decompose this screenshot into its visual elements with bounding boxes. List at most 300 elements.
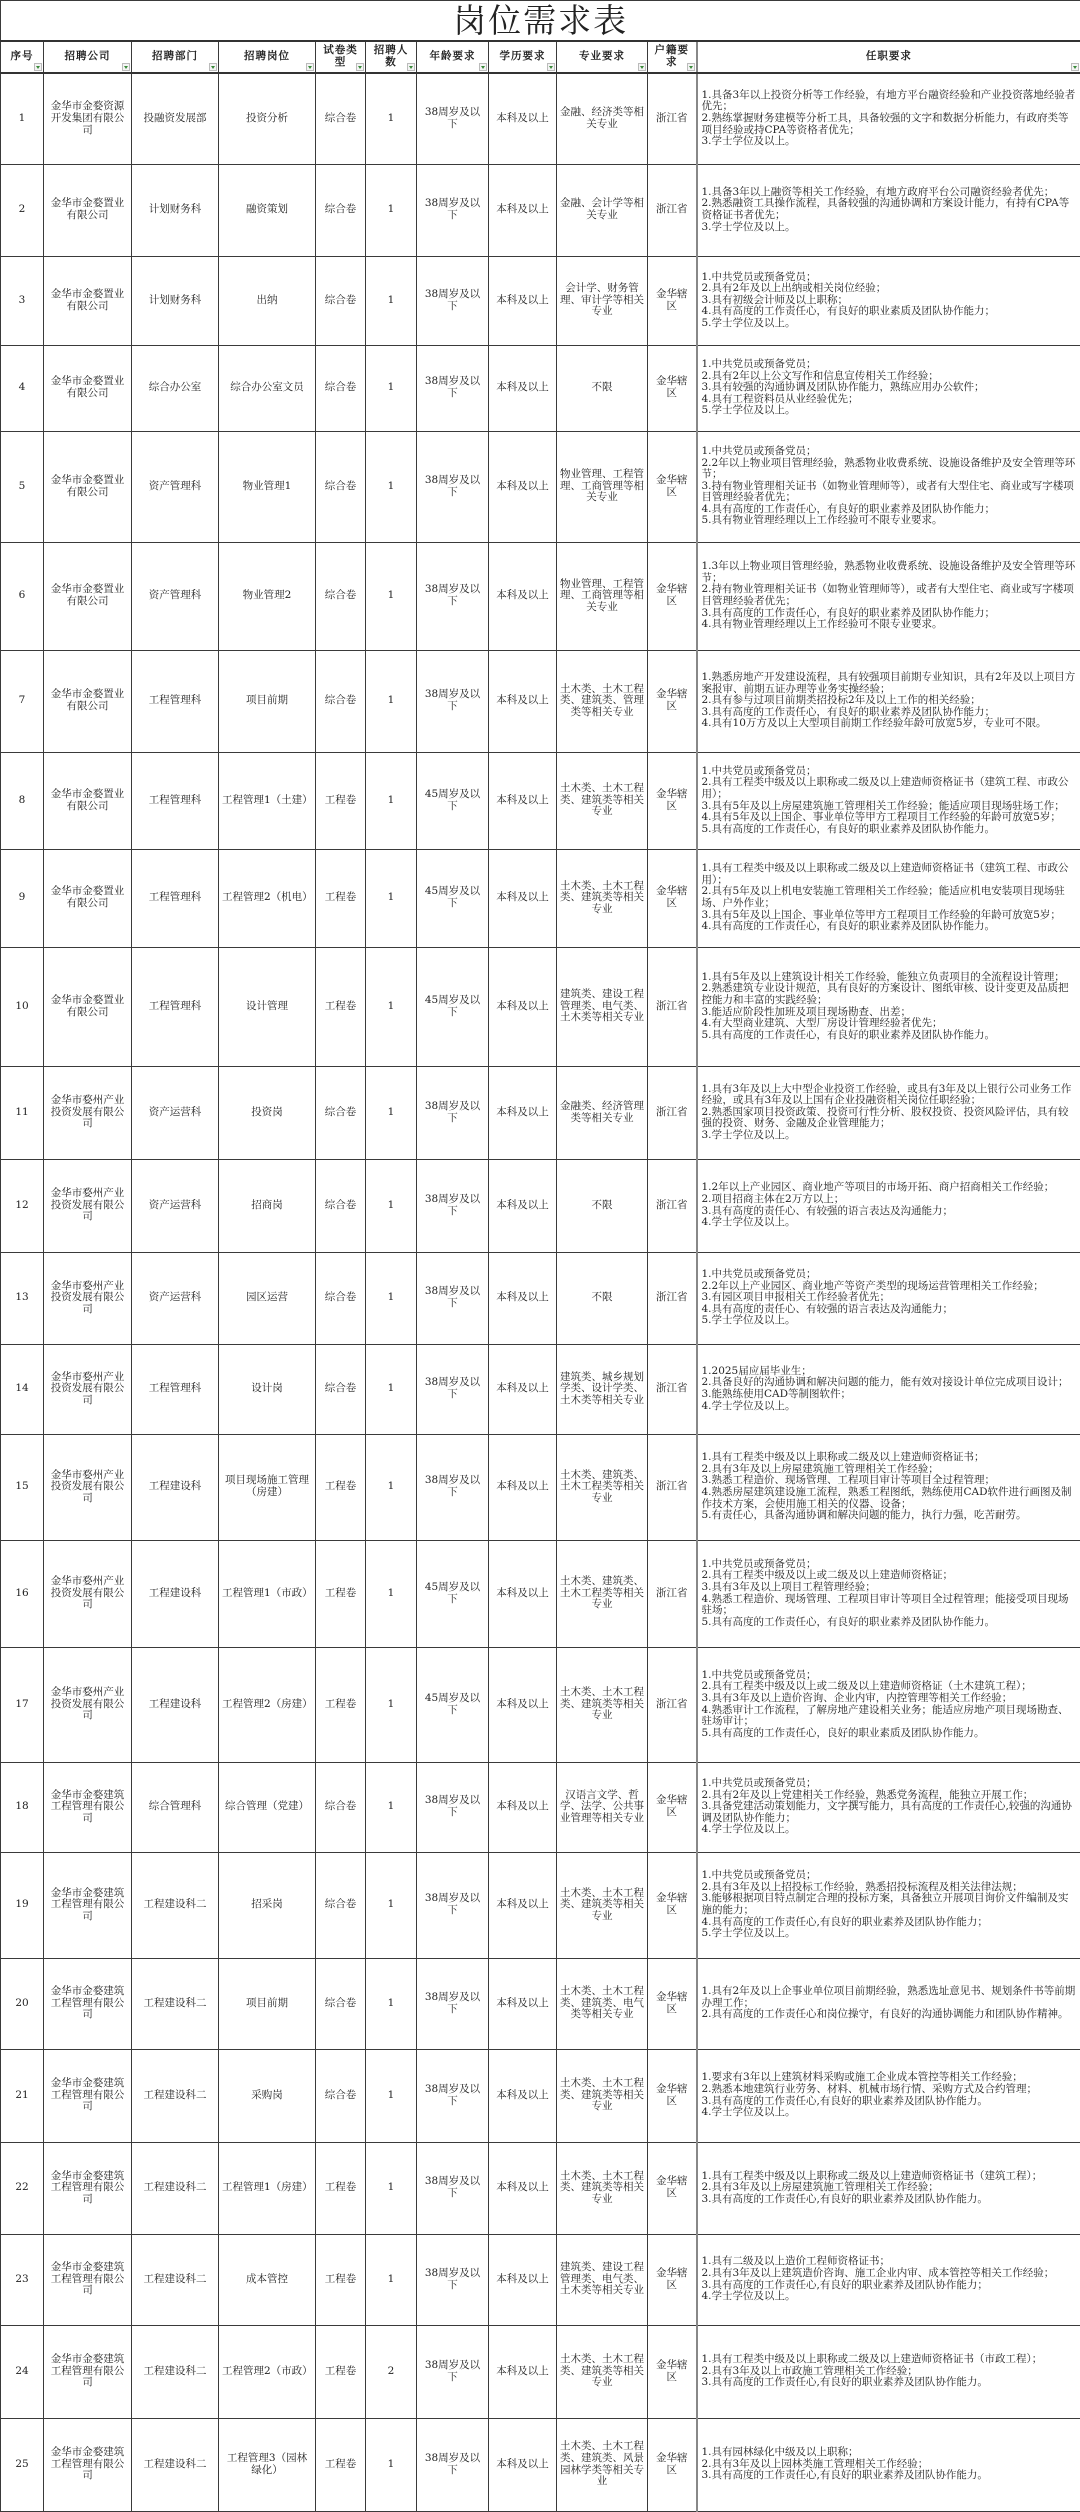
cell-req: 1.中共党员或预备党员； 2.具有3年及以上招投标工作经验，熟悉招投标流程及相关法律法规； 3.能够根据项目特点制定合理的投标方案，具备独立开展项目询价文件编制及实施的能力； 4.具有高度的工作责任心,有良好的职业素养及团队协作能力； 5.学士学位及以上。: [697, 1852, 1080, 1958]
column-header-major[interactable]: [557, 41, 648, 73]
cell-hukou: 浙江省: [648, 947, 697, 1066]
cell-dept: 工程建设科二: [132, 2325, 219, 2418]
cell-dept: 工程管理科: [132, 947, 219, 1066]
cell-dept: 工程建设科二: [132, 1958, 219, 2049]
filter-dropdown-icon[interactable]: [407, 63, 415, 71]
cell-dept: 工程建设科二: [132, 2049, 219, 2142]
column-header-label: 招聘人数: [374, 44, 409, 68]
cell-company: 金华市金婺建筑工程管理有限公司: [44, 2049, 132, 2142]
cell-company: 金华市金婺置业有限公司: [44, 849, 132, 947]
cell-edu: 本科及以上: [489, 2234, 557, 2325]
cell-hukou: 浙江省: [648, 1252, 697, 1344]
cell-post: 工程管理1（房建）: [219, 2142, 316, 2234]
cell-dept: 工程建设科二: [132, 1852, 219, 1958]
cell-edu: 本科及以上: [489, 1852, 557, 1958]
cell-major: 建筑类、城乡规划学类、设计学类、土木类等相关专业: [557, 1344, 648, 1434]
cell-hukou: 金华辖区: [648, 650, 697, 752]
cell-hukou: 金华辖区: [648, 2234, 697, 2325]
cell-edu: 本科及以上: [489, 752, 557, 849]
cell-req: 1.中共党员或预备党员； 2.2年以上产业园区、商业地产等资产类型的现场运营管理相关工作经验； 3.有园区项目申报相关工作经验者优先； 4.具有高度的责任心、有较强的语言表达及沟通能力； 5.学士学位及以上。: [697, 1252, 1080, 1344]
cell-post: 招商岗: [219, 1159, 316, 1252]
cell-age: 38周岁及以下: [417, 1958, 489, 2049]
cell-post: 项目前期: [219, 650, 316, 752]
cell-count: 1: [366, 1958, 417, 2049]
cell-dept: 资产管理科: [132, 542, 219, 650]
cell-count: 1: [366, 2049, 417, 2142]
cell-age: 38周岁及以下: [417, 256, 489, 345]
cell-post: 招采岗: [219, 1852, 316, 1958]
cell-age: 38周岁及以下: [417, 1066, 489, 1159]
cell-count: 1: [366, 431, 417, 542]
cell-req: 1.具有2年及以上企事业单位项目前期经验，熟悉选址意见书、规划条件书等前期办理工作； 2.具有高度的工作责任心和岗位操守，有良好的沟通协调能力和团队协作精神。: [697, 1958, 1080, 2049]
cell-post: 工程管理2（机电）: [219, 849, 316, 947]
cell-company: 金华市金婺建筑工程管理有限公司: [44, 2142, 132, 2234]
cell-req: 1.中共党员或预备党员； 2.具有2年以上公文写作和信息宣传相关工作经验； 3.具有较强的沟通协调及团队协作能力，熟练应用办公软件； 4.具有工程资料员从业经验优先； 5.学士学位及以上。: [697, 345, 1080, 431]
cell-post: 工程管理1（土建）: [219, 752, 316, 849]
cell-age: 38周岁及以下: [417, 650, 489, 752]
cell-major: 物业管理、工程管理、工商管理等相关专业: [557, 431, 648, 542]
cell-major: 土木类、土木工程类、建筑类、风景园林学类等相关专业: [557, 2418, 648, 2511]
cell-req: 1.具有工程类中级及以上职称或二级及以上建造师资格证书（建筑工程、市政公用）； 2.具有5年及以上机电安装施工管理相关工作经验；能适应机电安装项目现场驻场、户外作业； 3.具有5年及以上国企、事业单位等甲方工程项目工作经验的年龄可放宽5岁； 4.具有高度的工作责任心，有良好的职业素养及团队协作能力。: [697, 849, 1080, 947]
cell-company: 金华市金婺置业有限公司: [44, 256, 132, 345]
cell-company: 金华市金婺置业有限公司: [44, 542, 132, 650]
cell-exam: 综合卷: [316, 73, 366, 164]
cell-major: 汉语言文学、哲学、法学、公共事业管理等相关专业: [557, 1762, 648, 1852]
table-row: [1, 650, 1080, 752]
cell-dept: 工程管理科: [132, 650, 219, 752]
cell-major: 土木类、土木工程类、建筑类、电气类等相关专业: [557, 1958, 648, 2049]
cell-count: 1: [366, 73, 417, 164]
filter-dropdown-icon[interactable]: [547, 63, 555, 71]
cell-req: 1.3年以上物业项目管理经验，熟悉物业收费系统、设施设备维护及安全管理等环节； 2.持有物业管理相关证书（如物业管理师等），或者有大型住宅、商业或写字楼项目管理经验者优先； 3.具有高度的工作责任心，有良好的职业素养及团队协作能力； 4.具有物业管理经理以上工作经验可不限专业要求。: [697, 542, 1080, 650]
cell-count: 1: [366, 1252, 417, 1344]
cell-edu: 本科及以上: [489, 2049, 557, 2142]
cell-req: 1.具有二级及以上造价工程师资格证书； 2.具有3年及以上建筑造价咨询、施工企业内审、成本管控等相关工作经验； 3.具有高度的工作责任心,有良好的职业素养及团队协作能力； 4.学士学位及以上。: [697, 2234, 1080, 2325]
cell-age: 38周岁及以下: [417, 164, 489, 256]
cell-no: 22: [1, 2142, 44, 2234]
cell-no: 15: [1, 1434, 44, 1540]
cell-exam: 综合卷: [316, 164, 366, 256]
cell-major: 物业管理、工程管理、工商管理等相关专业: [557, 542, 648, 650]
column-header-post[interactable]: [219, 41, 316, 73]
cell-edu: 本科及以上: [489, 73, 557, 164]
table-body: [1, 73, 1080, 2511]
cell-hukou: 浙江省: [648, 164, 697, 256]
cell-post: 园区运营: [219, 1252, 316, 1344]
cell-company: 金华市金婺建筑工程管理有限公司: [44, 1958, 132, 2049]
cell-edu: 本科及以上: [489, 1066, 557, 1159]
cell-exam: 综合卷: [316, 1958, 366, 2049]
cell-req: 1.2025届应届毕业生； 2.具备良好的沟通协调和解决问题的能力，能有效对接设计单位完成项目设计； 3.能熟练使用CAD等制图软件； 4.学士学位及以上。: [697, 1344, 1080, 1434]
cell-age: 45周岁及以下: [417, 752, 489, 849]
cell-hukou: 金华辖区: [648, 431, 697, 542]
cell-req: 1.具有3年及以上大中型企业投资工作经验，或具有3年及以上银行公司业务工作经验，或具有3年及以上国有企业投融资相关岗位任职经验； 2.熟悉国家项目投资政策、投资可行性分析、股权投资、投资风险评估，具有较强的投资、财务、金融及企业管理能力； 3.学士学位及以上。: [697, 1066, 1080, 1159]
cell-major: 建筑类、建设工程管理类、电气类、土木类等相关专业: [557, 2234, 648, 2325]
cell-major: 金融、会计学等相关专业: [557, 164, 648, 256]
cell-age: 38周岁及以下: [417, 1434, 489, 1540]
cell-major: 会计学、财务管理、审计学等相关专业: [557, 256, 648, 345]
table-row: [1, 752, 1080, 849]
cell-post: 工程管理1（市政）: [219, 1540, 316, 1647]
column-header-label: 招聘岗位: [244, 50, 290, 62]
cell-exam: 综合卷: [316, 1252, 366, 1344]
cell-major: 不限: [557, 1159, 648, 1252]
cell-hukou: 浙江省: [648, 1540, 697, 1647]
cell-age: 38周岁及以下: [417, 2234, 489, 2325]
cell-req: 1.中共党员或预备党员； 2.具有2年及以上党建相关工作经验，熟悉党务流程，能独立开展工作； 3.具备党建活动策划能力，文字撰写能力，具有高度的工作责任心,较强的沟通协调及团队协作能力； 4.学士学位及以上。: [697, 1762, 1080, 1852]
cell-count: 1: [366, 2234, 417, 2325]
table-row: [1, 345, 1080, 431]
cell-no: 5: [1, 431, 44, 542]
table-row: [1, 1958, 1080, 2049]
table-row: [1, 164, 1080, 256]
cell-age: 38周岁及以下: [417, 1159, 489, 1252]
cell-no: 7: [1, 650, 44, 752]
cell-company: 金华市婺州产业投资发展有限公司: [44, 1066, 132, 1159]
cell-no: 10: [1, 947, 44, 1066]
table-row: [1, 431, 1080, 542]
cell-company: 金华市金婺置业有限公司: [44, 431, 132, 542]
column-header-label: 学历要求: [500, 50, 546, 62]
cell-major: 金融、经济类等相关专业: [557, 73, 648, 164]
cell-no: 1: [1, 73, 44, 164]
cell-post: 投资岗: [219, 1066, 316, 1159]
cell-age: 38周岁及以下: [417, 1344, 489, 1434]
cell-no: 20: [1, 1958, 44, 2049]
cell-exam: 工程卷: [316, 849, 366, 947]
cell-edu: 本科及以上: [489, 849, 557, 947]
cell-major: 土木类、土木工程类、建筑类等相关专业: [557, 1647, 648, 1762]
table-row: [1, 1344, 1080, 1434]
column-header-no[interactable]: [1, 41, 44, 73]
filter-dropdown-icon[interactable]: [306, 63, 314, 71]
cell-dept: 工程管理科: [132, 1344, 219, 1434]
cell-exam: 工程卷: [316, 1434, 366, 1540]
cell-dept: 工程建设科二: [132, 2142, 219, 2234]
cell-age: 38周岁及以下: [417, 431, 489, 542]
cell-exam: 综合卷: [316, 650, 366, 752]
filter-dropdown-icon[interactable]: [687, 63, 695, 71]
cell-exam: 工程卷: [316, 752, 366, 849]
cell-hukou: 金华辖区: [648, 1958, 697, 2049]
cell-edu: 本科及以上: [489, 2325, 557, 2418]
cell-company: 金华市金婺置业有限公司: [44, 650, 132, 752]
cell-major: 土木类、建筑类、土木工程类等相关专业: [557, 1434, 648, 1540]
cell-major: 土木类、建筑类、土木工程类等相关专业: [557, 1540, 648, 1647]
cell-edu: 本科及以上: [489, 1647, 557, 1762]
cell-exam: 工程卷: [316, 947, 366, 1066]
table-row: [1, 849, 1080, 947]
cell-dept: 工程建设科: [132, 1540, 219, 1647]
table-row: [1, 256, 1080, 345]
cell-no: 8: [1, 752, 44, 849]
cell-edu: 本科及以上: [489, 1159, 557, 1252]
cell-req: 1.中共党员或预备党员； 2.2年以上物业项目管理经验，熟悉物业收费系统、设施设备维护及安全管理等环节； 3.持有物业管理相关证书（如物业管理师等），或者有大型住宅、商业或写字楼项目管理经验者优先； 4.具有高度的工作责任心，有良好的职业素养及团队协作能力； 5.具有物业管理经理以上工作经验可不限专业要求。: [697, 431, 1080, 542]
cell-exam: 工程卷: [316, 1540, 366, 1647]
cell-exam: 综合卷: [316, 345, 366, 431]
cell-no: 4: [1, 345, 44, 431]
cell-req: 1.具备3年以上投资分析等工作经验，有地方平台融资经验和产业投资落地经验者优先； 2.熟练掌握财务建模等分析工具，具备较强的文字和数据分析能力，有政府类等项目经验或持CPA等资格者优先； 3.学士学位及以上。: [697, 73, 1080, 164]
cell-company: 金华市婺州产业投资发展有限公司: [44, 1252, 132, 1344]
cell-major: 土木类、土木工程类、建筑类等相关专业: [557, 2049, 648, 2142]
cell-no: 24: [1, 2325, 44, 2418]
cell-dept: 工程管理科: [132, 752, 219, 849]
cell-hukou: 金华辖区: [648, 256, 697, 345]
cell-req: 1.2年以上产业园区、商业地产等项目的市场开拓、商户招商相关工作经验； 2.项目招商主体在2万方以上； 3.具有高度的责任心、有较强的语言表达及沟通能力； 4.学士学位及以上。: [697, 1159, 1080, 1252]
cell-hukou: 金华辖区: [648, 542, 697, 650]
cell-post: 设计管理: [219, 947, 316, 1066]
column-header-label: 年龄要求: [430, 50, 476, 62]
cell-age: 38周岁及以下: [417, 2325, 489, 2418]
cell-post: 工程管理2（市政）: [219, 2325, 316, 2418]
cell-major: 土木类、土木工程类、建筑类等相关专业: [557, 752, 648, 849]
column-header-dept[interactable]: [132, 41, 219, 73]
table-row: [1, 2049, 1080, 2142]
table-row: [1, 1159, 1080, 1252]
cell-no: 17: [1, 1647, 44, 1762]
cell-dept: 资产运营科: [132, 1252, 219, 1344]
cell-post: 项目前期: [219, 1958, 316, 2049]
header-row: [1, 41, 1080, 73]
cell-company: 金华市金婺建筑工程管理有限公司: [44, 1852, 132, 1958]
cell-age: 45周岁及以下: [417, 1540, 489, 1647]
cell-dept: 综合管理科: [132, 1762, 219, 1852]
cell-exam: 工程卷: [316, 2325, 366, 2418]
cell-dept: 工程建设科二: [132, 2234, 219, 2325]
cell-count: 1: [366, 947, 417, 1066]
cell-no: 9: [1, 849, 44, 947]
column-header-count[interactable]: [366, 41, 417, 73]
cell-edu: 本科及以上: [489, 1762, 557, 1852]
table-row: [1, 1434, 1080, 1540]
cell-no: 13: [1, 1252, 44, 1344]
cell-company: 金华市婺州产业投资发展有限公司: [44, 1434, 132, 1540]
cell-req: 1.中共党员或预备党员； 2.具有2年及以上出纳或相关岗位经验； 3.具有初级会计师及以上职称； 4.具有高度的工作责任心，有良好的职业素质及团队协作能力； 5.学士学位及以上。: [697, 256, 1080, 345]
cell-age: 45周岁及以下: [417, 849, 489, 947]
cell-edu: 本科及以上: [489, 345, 557, 431]
cell-edu: 本科及以上: [489, 431, 557, 542]
cell-hukou: 金华辖区: [648, 2325, 697, 2418]
table-row: [1, 542, 1080, 650]
column-header-label: 序号: [11, 50, 34, 62]
cell-no: 3: [1, 256, 44, 345]
table-row: [1, 2234, 1080, 2325]
cell-major: 土木类、土木工程类、建筑类等相关专业: [557, 1852, 648, 1958]
cell-dept: 计划财务科: [132, 164, 219, 256]
cell-hukou: 金华辖区: [648, 849, 697, 947]
cell-edu: 本科及以上: [489, 1252, 557, 1344]
cell-edu: 本科及以上: [489, 947, 557, 1066]
cell-count: 1: [366, 345, 417, 431]
column-header-company[interactable]: [44, 41, 132, 73]
cell-exam: 工程卷: [316, 1647, 366, 1762]
cell-post: 物业管理1: [219, 431, 316, 542]
cell-exam: 综合卷: [316, 2049, 366, 2142]
cell-major: 土木类、土木工程类、建筑类等相关专业: [557, 2142, 648, 2234]
cell-post: 工程管理3（园林绿化）: [219, 2418, 316, 2511]
cell-exam: 综合卷: [316, 542, 366, 650]
column-header-label: 招聘公司: [65, 50, 111, 62]
cell-count: 1: [366, 256, 417, 345]
cell-company: 金华市金婺置业有限公司: [44, 947, 132, 1066]
cell-hukou: 浙江省: [648, 73, 697, 164]
cell-exam: 综合卷: [316, 1066, 366, 1159]
cell-edu: 本科及以上: [489, 1434, 557, 1540]
cell-post: 设计岗: [219, 1344, 316, 1434]
filter-dropdown-icon[interactable]: [122, 63, 130, 71]
column-header-age[interactable]: [417, 41, 489, 73]
cell-company: 金华市婺州产业投资发展有限公司: [44, 1159, 132, 1252]
cell-hukou: 金华辖区: [648, 345, 697, 431]
cell-count: 1: [366, 542, 417, 650]
cell-hukou: 浙江省: [648, 1434, 697, 1540]
cell-company: 金华市金婺置业有限公司: [44, 345, 132, 431]
cell-post: 出纳: [219, 256, 316, 345]
cell-count: 1: [366, 1540, 417, 1647]
cell-exam: 工程卷: [316, 2418, 366, 2511]
cell-edu: 本科及以上: [489, 1344, 557, 1434]
cell-post: 项目现场施工管理（房建）: [219, 1434, 316, 1540]
cell-dept: 资产运营科: [132, 1159, 219, 1252]
cell-hukou: 金华辖区: [648, 1762, 697, 1852]
cell-hukou: 金华辖区: [648, 2049, 697, 2142]
cell-age: 38周岁及以下: [417, 1852, 489, 1958]
cell-req: 1.具有工程类中级及以上职称或二级及以上建造师资格证书； 2.具有3年及以上房屋建筑施工管理相关工作经验； 3.熟悉工程造价、现场管理、工程项目审计等项目全过程管理； 4.熟悉房屋建筑建设施工流程，熟悉工程图纸，熟练使用CAD软件进行画图及制作技术方案，会使用施工相关的仪器、设备； 5.有责任心，具备沟通协调和解决问题的能力，执行力强，吃苦耐劳。: [697, 1434, 1080, 1540]
column-header-label: 招聘部门: [152, 50, 198, 62]
cell-company: 金华市婺州产业投资发展有限公司: [44, 1647, 132, 1762]
cell-req: 1.具有工程类中级及以上职称或二级及以上建造师资格证书（建筑工程）； 2.具有3年及以上房屋建筑施工管理相关工作经验； 3.具有高度的工作责任心,有良好的职业素养及团队协作能力。: [697, 2142, 1080, 2234]
cell-company: 金华市婺州产业投资发展有限公司: [44, 1344, 132, 1434]
cell-count: 2: [366, 2325, 417, 2418]
column-header-hukou[interactable]: [648, 41, 697, 73]
table-row: [1, 947, 1080, 1066]
cell-age: 38周岁及以下: [417, 2049, 489, 2142]
cell-count: 1: [366, 1762, 417, 1852]
cell-company: 金华市金婺建筑工程管理有限公司: [44, 2325, 132, 2418]
cell-hukou: 浙江省: [648, 1647, 697, 1762]
cell-edu: 本科及以上: [489, 1540, 557, 1647]
cell-company: 金华市金婺建筑工程管理有限公司: [44, 2418, 132, 2511]
table-row: [1, 2418, 1080, 2511]
cell-no: 12: [1, 1159, 44, 1252]
table-row: [1, 1540, 1080, 1647]
cell-company: 金华市金婺置业有限公司: [44, 752, 132, 849]
table-row: [1, 2325, 1080, 2418]
filter-dropdown-icon[interactable]: [34, 63, 42, 71]
cell-age: 38周岁及以下: [417, 2418, 489, 2511]
cell-major: 土木类、土木工程类、建筑类、管理类等相关专业: [557, 650, 648, 752]
cell-post: 投资分析: [219, 73, 316, 164]
cell-dept: 投融资发展部: [132, 73, 219, 164]
table-row: [1, 1647, 1080, 1762]
cell-req: 1.具有5年及以上建筑设计相关工作经验，能独立负责项目的全流程设计管理； 2.熟悉建筑专业设计规范，具有良好的方案设计、图纸审核、设计变更及品质把控能力和丰富的实践经验； 3.能适应阶段性加班及项目现场勘查、出差； 4.有大型商业建筑、大型厂房设计管理经验者优先； 5.具有高度的工作责任心，有良好的职业素养及团队协作能力。: [697, 947, 1080, 1066]
cell-no: 23: [1, 2234, 44, 2325]
cell-req: 1.中共党员或预备党员； 2.具有工程类中级及以上或二级及以上建造师资格证（土木建筑工程）； 3.具有3年及以上造价咨询、企业内审，内控管理等相关工作经验； 4.熟悉审计工作流程，了解房地产建设相关业务；能适应房地产项目现场勘查、驻场审计； 5.具有高度的工作责任心，良好的职业素质及团队协作能力。: [697, 1647, 1080, 1762]
cell-hukou: 金华辖区: [648, 752, 697, 849]
cell-no: 11: [1, 1066, 44, 1159]
cell-age: 38周岁及以下: [417, 1252, 489, 1344]
cell-post: 综合管理（党建）: [219, 1762, 316, 1852]
cell-edu: 本科及以上: [489, 542, 557, 650]
column-header-edu[interactable]: [489, 41, 557, 73]
cell-major: 金融类、经济管理类等相关专业: [557, 1066, 648, 1159]
cell-edu: 本科及以上: [489, 164, 557, 256]
table-row: [1, 73, 1080, 164]
cell-exam: 综合卷: [316, 431, 366, 542]
cell-company: 金华市金婺建筑工程管理有限公司: [44, 2234, 132, 2325]
cell-company: 金华市金婺置业有限公司: [44, 164, 132, 256]
table-row: [1, 1066, 1080, 1159]
cell-req: 1.具有工程类中级及以上职称或二级及以上建造师资格证书（市政工程）； 2.具有3年及以上市政施工管理相关工作经验； 3.具有高度的工作责任心,有良好的职业素养及团队协作能力。: [697, 2325, 1080, 2418]
cell-edu: 本科及以上: [489, 2418, 557, 2511]
cell-dept: 工程建设科二: [132, 2418, 219, 2511]
cell-post: 融资策划: [219, 164, 316, 256]
filter-dropdown-icon[interactable]: [356, 63, 364, 71]
cell-post: 物业管理2: [219, 542, 316, 650]
cell-age: 45周岁及以下: [417, 1647, 489, 1762]
cell-edu: 本科及以上: [489, 1958, 557, 2049]
cell-no: 14: [1, 1344, 44, 1434]
cell-req: 1.中共党员或预备党员； 2.具有工程类中级及以上或二级及以上建造师资格证； 3.具有3年及以上项目工程管理经验； 4.熟悉工程造价、现场管理、工程项目审计等项目全过程管理；能接受项目现场驻场； 5.具有高度的工作责任心，有良好的职业素养及团队协作能力。: [697, 1540, 1080, 1647]
cell-no: 25: [1, 2418, 44, 2511]
table-row: [1, 1852, 1080, 1958]
cell-no: 16: [1, 1540, 44, 1647]
cell-count: 1: [366, 849, 417, 947]
cell-req: 1.熟悉房地产开发建设流程，具有较强项目前期专业知识，具有2年及以上项目方案报审、前期五证办理等业务实操经验； 2.具有参与过项目前期类招投标2年及以上工作的相关经验； 3.具有高度的工作责任心，有良好的职业素养及团队协作能力； 4.具有10万方及以上大型项目前期工作经验年龄可放宽5岁，专业可不限。: [697, 650, 1080, 752]
filter-dropdown-icon[interactable]: [638, 63, 646, 71]
cell-age: 38周岁及以下: [417, 542, 489, 650]
filter-dropdown-icon[interactable]: [479, 63, 487, 71]
filter-dropdown-icon[interactable]: [209, 63, 217, 71]
column-header-label: 专业要求: [579, 50, 625, 62]
cell-hukou: 浙江省: [648, 1344, 697, 1434]
column-header-req[interactable]: [697, 41, 1080, 73]
cell-dept: 资产管理科: [132, 431, 219, 542]
cell-hukou: 浙江省: [648, 1066, 697, 1159]
cell-edu: 本科及以上: [489, 2142, 557, 2234]
cell-hukou: 浙江省: [648, 1159, 697, 1252]
cell-count: 1: [366, 1066, 417, 1159]
filter-dropdown-icon[interactable]: [1071, 63, 1079, 71]
cell-dept: 工程管理科: [132, 849, 219, 947]
cell-exam: 综合卷: [316, 256, 366, 345]
column-header-exam[interactable]: [316, 41, 366, 73]
cell-dept: 工程建设科: [132, 1434, 219, 1540]
cell-post: 综合办公室文员: [219, 345, 316, 431]
cell-req: 1.中共党员或预备党员； 2.具有工程类中级及以上职称或二级及以上建造师资格证书（建筑工程、市政公用）； 3.具有5年及以上房屋建筑施工管理相关工作经验；能适应项目现场驻场工作； 4.具有5年及以上国企、事业单位等甲方工程项目工作经验的年龄可放宽5岁； 5.具有高度的工作责任心，有良好的职业素养及团队协作能力。: [697, 752, 1080, 849]
cell-edu: 本科及以上: [489, 650, 557, 752]
cell-hukou: 金华辖区: [648, 1852, 697, 1958]
cell-req: 1.要求有3年以上建筑材料采购或施工企业成本管控等相关工作经验； 2.熟悉本地建筑行业劳务、材料、机械市场行情、采购方式及合约管理； 3.具有高度的工作责任心,有良好的职业素养及团队协作能力。 4.学士学位及以上。: [697, 2049, 1080, 2142]
cell-hukou: 金华辖区: [648, 2142, 697, 2234]
cell-post: 采购岗: [219, 2049, 316, 2142]
cell-major: 建筑类、建设工程管理类、电气类、土木类等相关专业: [557, 947, 648, 1066]
cell-count: 1: [366, 1159, 417, 1252]
cell-age: 38周岁及以下: [417, 345, 489, 431]
cell-hukou: 金华辖区: [648, 2418, 697, 2511]
cell-count: 1: [366, 752, 417, 849]
cell-exam: 综合卷: [316, 1762, 366, 1852]
cell-age: 38周岁及以下: [417, 1762, 489, 1852]
page-title: 岗位需求表: [1, 1, 1080, 42]
cell-exam: 工程卷: [316, 2234, 366, 2325]
cell-exam: 工程卷: [316, 2142, 366, 2234]
cell-major: 土木类、土木工程类、建筑类等相关专业: [557, 2325, 648, 2418]
cell-post: 成本管控: [219, 2234, 316, 2325]
cell-count: 1: [366, 1852, 417, 1958]
cell-age: 45周岁及以下: [417, 947, 489, 1066]
column-header-label: 任职要求: [866, 50, 912, 62]
